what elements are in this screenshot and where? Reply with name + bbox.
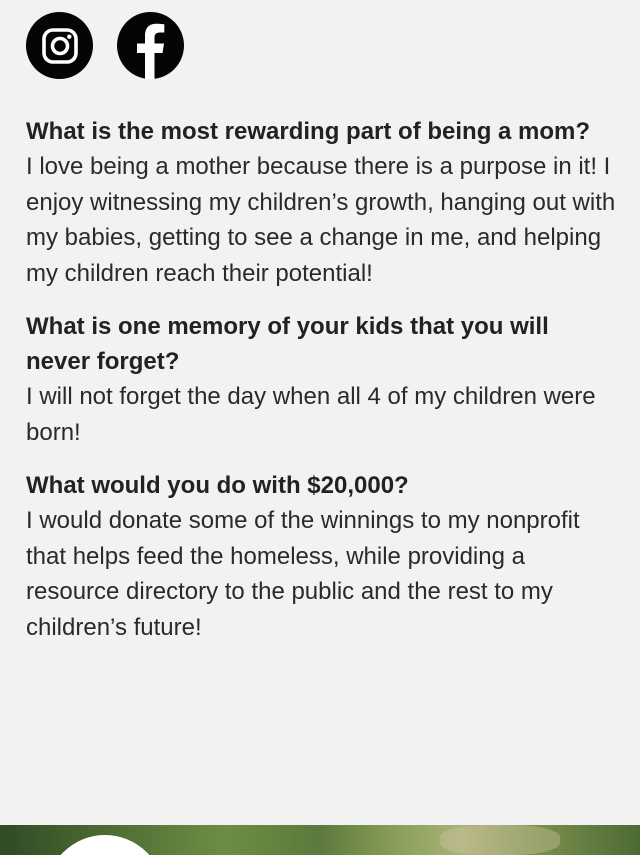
answer-text: I will not forget the day when all 4 of my children were born! (26, 383, 596, 446)
photo-highlight (440, 825, 560, 855)
question-text: What is the most rewarding part of being a mom? (26, 118, 591, 145)
question-text: What would you do with $20,000? (26, 472, 409, 499)
answer-text: I would donate some of the winnings to my nonprofit that helps feed the homeless, while providing a resource directory to the public and the rest to my children’s future! (26, 507, 580, 641)
qa-item (26, 309, 616, 450)
qa-section (26, 114, 616, 663)
instagram-icon (40, 26, 80, 66)
social-links (26, 12, 184, 79)
question-text: What is one memory of your kids that you will never forget? (26, 313, 549, 375)
facebook-link[interactable] (117, 12, 184, 79)
qa-item (26, 114, 616, 291)
qa-item (26, 468, 616, 645)
bottom-photo (0, 825, 640, 855)
photo-circle-overlay (46, 835, 164, 855)
instagram-link[interactable] (26, 12, 93, 79)
facebook-icon (117, 12, 184, 79)
answer-text: I love being a mother because there is a purpose in it! I enjoy witnessing my children’s growth, hanging out with my babies, getting to see a change in me, and helping my children reach their potential! (26, 153, 616, 287)
